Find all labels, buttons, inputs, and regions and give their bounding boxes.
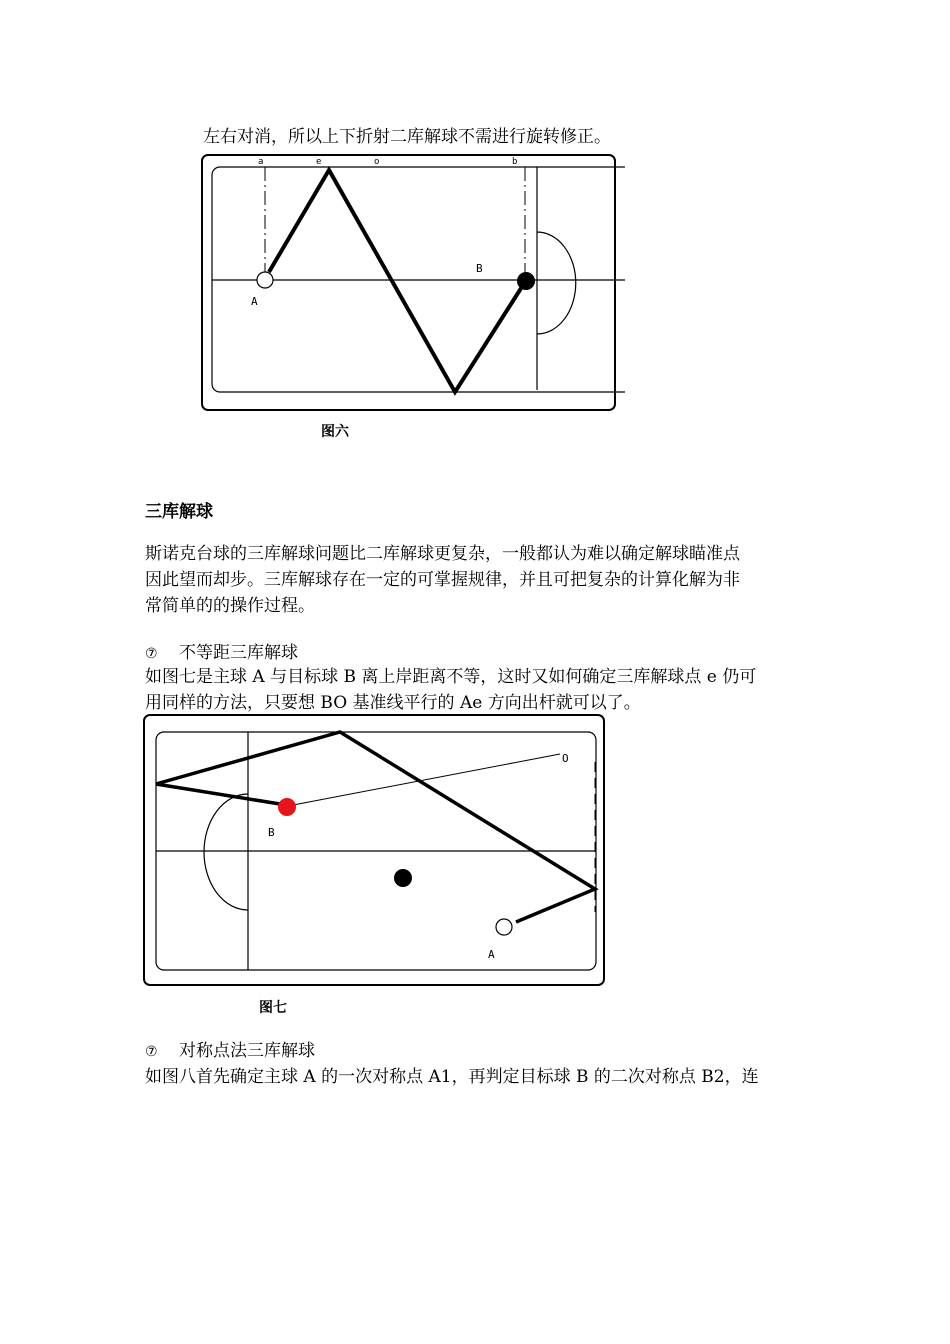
label-o: o bbox=[374, 157, 380, 167]
section-heading: 三库解球 bbox=[145, 502, 213, 522]
item-1-title-line bbox=[145, 640, 298, 667]
section-paragraph-line-1: 斯诺克台球的三库解球问题比二库解球更复杂，一般都认为难以确定解球瞄准点 bbox=[145, 544, 740, 564]
target-ball-b bbox=[278, 798, 296, 816]
label-b: b bbox=[512, 157, 518, 167]
figure-7 bbox=[140, 712, 610, 994]
item-1-line-1: 如图七是主球 A 与目标球 B 离上岸距离不等，这时又如何确定三库解球点 e 仍可 bbox=[145, 667, 757, 687]
label-e: e bbox=[316, 157, 322, 167]
item-2-title-line bbox=[145, 1038, 315, 1065]
intro-line: 左右对消，所以上下折射二库解球不需进行旋转修正。 bbox=[203, 127, 611, 147]
ball-a bbox=[257, 272, 273, 288]
label-ball-a: A bbox=[251, 295, 258, 308]
figure-6 bbox=[195, 150, 625, 419]
label-ball-b: B bbox=[268, 826, 275, 839]
clock-bullet-icon: ⑦ bbox=[145, 1044, 158, 1060]
item-2-title: 对称点法三库解球 bbox=[179, 1041, 315, 1061]
figure-6-caption: 图六 bbox=[321, 424, 349, 440]
label-o: O bbox=[562, 752, 569, 765]
item-1-line-2: 用同样的方法，只要想 BO 基准线平行的 Ae 方向出杆就可以了。 bbox=[145, 693, 641, 713]
item-1-title: 不等距三库解球 bbox=[179, 643, 298, 663]
label-ball-b: B bbox=[476, 262, 483, 275]
ball-b bbox=[517, 272, 535, 290]
ball-black bbox=[394, 869, 412, 887]
cue-ball-a bbox=[496, 919, 512, 935]
item-2-line-1: 如图八首先确定主球 A 的一次对称点 A1，再判定目标球 B 的二次对称点 B2，连 bbox=[145, 1067, 759, 1087]
section-paragraph-line-2: 因此望而却步。三库解球存在一定的可掌握规律，并且可把复杂的计算化解为非 bbox=[145, 570, 740, 590]
label-ball-a: A bbox=[488, 948, 495, 961]
clock-bullet-icon: ⑦ bbox=[145, 646, 158, 662]
label-a: a bbox=[258, 157, 264, 167]
section-paragraph-line-3: 常简单的的操作过程。 bbox=[145, 596, 315, 616]
figure-7-caption: 图七 bbox=[259, 1000, 287, 1016]
